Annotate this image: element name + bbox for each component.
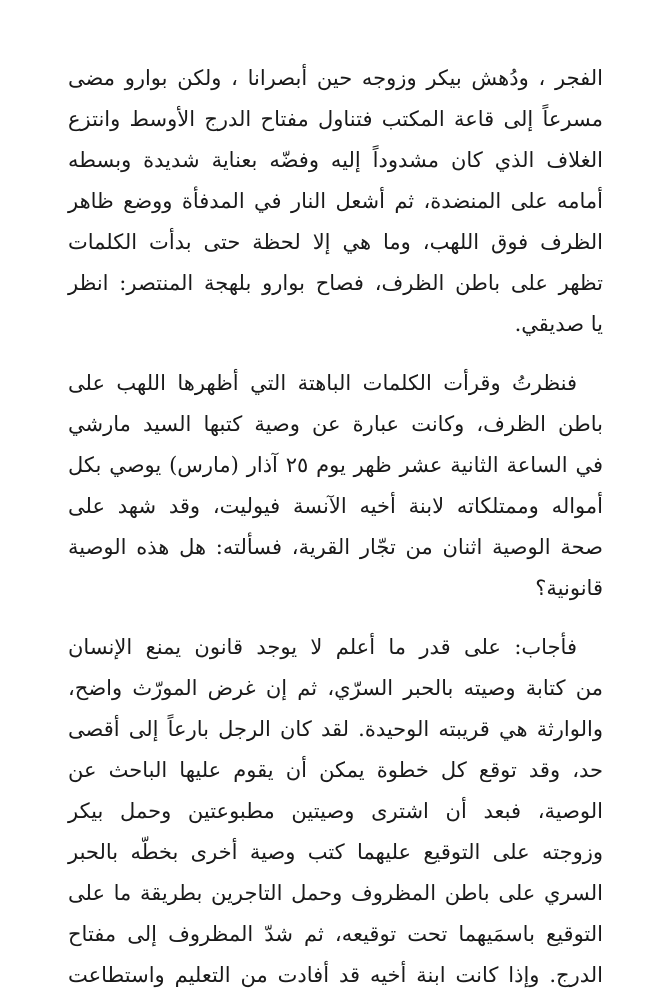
text-line: تظهر على باطن الظرف، فصاح بوارو بلهجة المنتصر: انظر	[68, 271, 603, 295]
text-line: الغلاف الذي كان مشدوداً إليه وفضّه بعناية شديدة وبسطه	[68, 148, 603, 172]
text-line: وزوجته على التوقيع عليهما كتب وصية أخرى بخطّه بالحبر	[68, 840, 603, 864]
book-page	[68, 58, 603, 1000]
text-line: يا صديقي.	[514, 312, 603, 336]
paragraph-3	[68, 627, 603, 996]
paragraph-2	[68, 363, 603, 609]
text-line: التوقيع باسمَيهما تحت توقيعه، ثم شدّ المظروف إلى مفتاح	[68, 922, 603, 946]
paragraph-1	[68, 58, 603, 345]
text-line: السري على باطن المظروف وحمل التاجرين بطريقة ما على	[68, 881, 603, 905]
text-line: أمامه على المنضدة، ثم أشعل النار في المدفأة ووضع ظاهر	[68, 189, 603, 213]
text-line: مسرعاً إلى قاعة المكتب فتناول مفتاح الدرج الأوسط وانتزع	[68, 107, 603, 131]
text-line: الظرف فوق اللهب، وما هي إلا لحظة حتى بدأت الكلمات	[68, 230, 603, 254]
text-line: فأجاب: على قدر ما أعلم لا يوجد قانون يمنع الإنسان	[68, 635, 577, 659]
text-line: الوصية، فبعد أن اشترى وصيتين مطبوعتين وحمل بيكر	[68, 799, 603, 823]
text-line: أمواله وممتلكاته لابنة أخيه الآنسة فيوليت، وقد شهد على	[68, 494, 603, 518]
text-line: قانونية؟	[535, 576, 603, 600]
text-line: في الساعة الثانية عشر ظهر يوم ٢٥ آذار (مارس) يوصي بكل	[68, 453, 604, 477]
text-line: من كتابة وصيته بالحبر السرّي، ثم إن غرض المورّث واضح،	[68, 676, 603, 700]
text-line: فنظرتُ وقرأت الكلمات الباهتة التي أظهرها اللهب على	[68, 371, 577, 395]
text-line: الفجر ، ودُهش بيكر وزوجه حين أبصرانا ، ولكن بوارو مضى	[68, 66, 603, 90]
text-line: حد، وقد توقع كل خطوة يمكن أن يقوم عليها الباحث عن	[68, 758, 603, 782]
text-line: باطن الظرف، وكانت عبارة عن وصية كتبها السيد مارشي	[68, 412, 603, 436]
text-line: صحة الوصية اثنان من تجّار القرية، فسألته: هل هذه الوصية	[68, 535, 603, 559]
text-line: الدرج. وإذا كانت ابنة أخيه قد أفادت من التعليم واستطاعت	[68, 963, 603, 987]
text-line: والوارثة هي قريبته الوحيدة. لقد كان الرجل بارعاً إلى أقصى	[68, 717, 603, 741]
